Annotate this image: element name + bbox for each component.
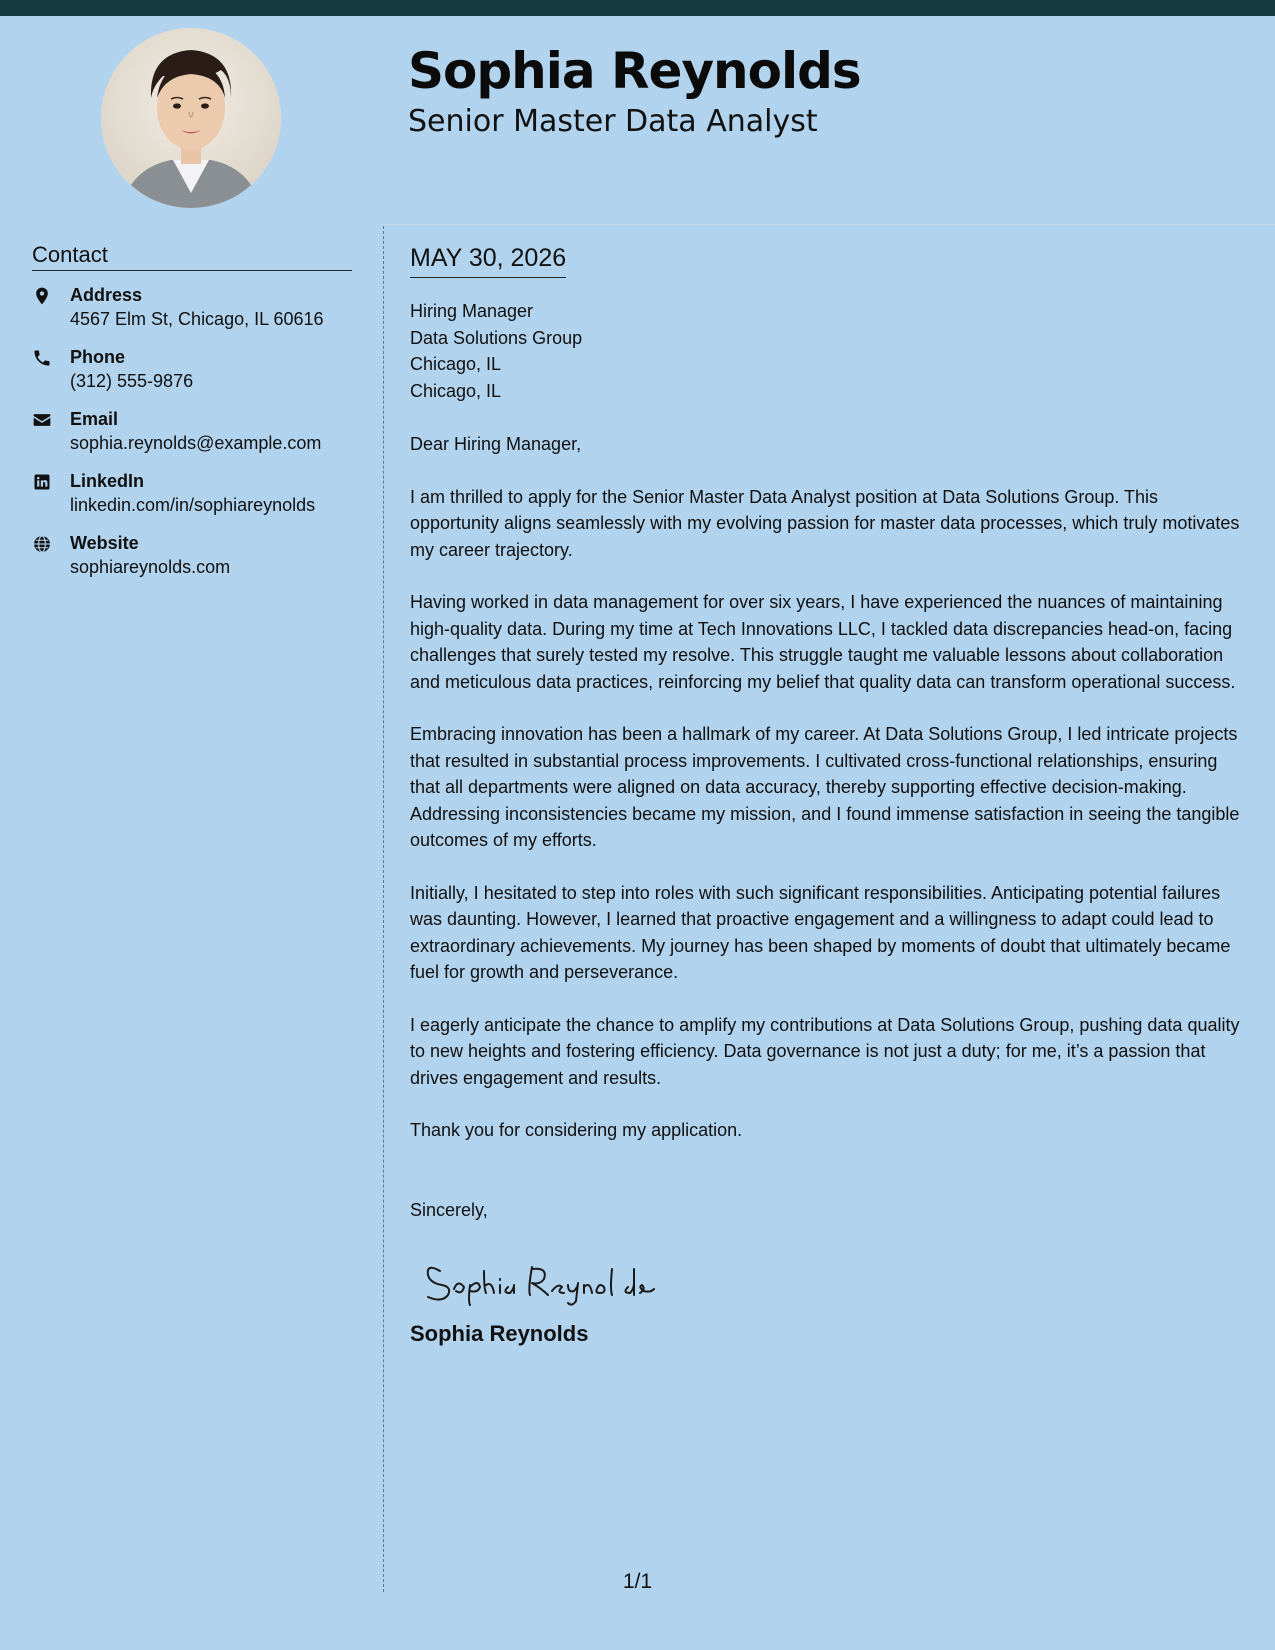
salutation: Dear Hiring Manager, [410, 434, 582, 454]
envelope-icon [32, 410, 52, 430]
address-label: Address [70, 285, 143, 305]
applicant-name: Sophia Reynolds [408, 42, 861, 100]
paragraph-growth: Initially, I hesitated to step into roles with such significant responsibilities. Anticipating potential failures was daunting. However, I learned that proactive engagement and a willingness to adapt could lead to extraordinary achievements. My journey has been shaped by moments of doubt that ultimately became fuel for growth and perseverance. [410, 882, 1231, 982]
globe-icon [32, 534, 52, 554]
recipient-city-repeat: Chicago, IL [410, 380, 502, 401]
contact-item-linkedin [32, 469, 352, 517]
email-label: Email [70, 409, 119, 429]
recipient-city: Chicago, IL [410, 354, 502, 374]
recipient-block [410, 298, 1245, 404]
applicant-job-title: Senior Master Data Analyst [408, 104, 818, 139]
paragraph-closing: I eagerly anticipate the chance to amplify my contributions at Data Solutions Group, pushing data quality to new heights and fostering efficiency. Data governance is not just a duty; for me, it’s a passion that drives engagement and results. [410, 1014, 1240, 1088]
letter-date: MAY 30, 2026 [410, 244, 566, 278]
contact-heading: Contact [32, 242, 352, 271]
contact-item-address [32, 283, 352, 331]
signature-image [418, 1249, 678, 1309]
page-number: 1/1 [622, 1570, 653, 1593]
profile-photo [101, 28, 281, 208]
email-value: sophia.reynolds@example.com [70, 433, 322, 453]
paragraph-experience: Having worked in data management for over six years, I have experienced the nuances of maintaining high-quality data. During my time at Tech Innovations LLC, I tackled data discrepancies head-on, facing challenges that surely tested my resolve. This struggle taught me valuable lessons about collaboration and meticulous data practices, reinforcing my belief that quality data can transform operational success. [410, 592, 1236, 692]
location-pin-icon [32, 286, 52, 306]
column-divider [383, 226, 384, 1592]
portrait-image [101, 28, 281, 208]
letter-body [410, 244, 1245, 1347]
address-value: 4567 Elm St, Chicago, IL 60616 [70, 309, 324, 329]
paragraph-intro: I am thrilled to apply for the Senior Master Data Analyst position at Data Solutions Group. This opportunity aligns seamlessly with my evolving passion for master data processes, which truly motivates my career trajectory. [410, 486, 1240, 560]
recipient-company: Data Solutions Group [410, 327, 583, 348]
website-value: sophiareynolds.com [70, 557, 231, 577]
phone-icon [32, 348, 52, 368]
signed-name: Sophia Reynolds [410, 1321, 589, 1346]
linkedin-label: LinkedIn [70, 471, 145, 491]
header-divider [383, 224, 1275, 225]
recipient-name: Hiring Manager [410, 301, 534, 321]
top-accent-bar [0, 0, 1275, 16]
contact-item-website [32, 531, 352, 579]
contact-item-email [32, 407, 352, 455]
phone-value: (312) 555-9876 [70, 371, 194, 391]
contact-list [32, 283, 352, 579]
phone-label: Phone [70, 347, 126, 367]
linkedin-icon [32, 472, 52, 492]
contact-item-phone [32, 345, 352, 393]
thanks-line: Thank you for considering my application. [410, 1120, 743, 1140]
handwritten-signature [418, 1249, 678, 1309]
contact-sidebar [32, 242, 352, 593]
website-label: Website [70, 533, 139, 553]
paragraph-innovation: Embracing innovation has been a hallmark of my career. At Data Solutions Group, I led intricate projects that resulted in substantial process improvements. I cultivated cross-functional relationships, ensuring that all departments were aligned on data accuracy, thereby supporting effective decision-making. Addressing inconsistencies became my mission, and I found immense satisfaction in seeing the tangible outcomes of my efforts. [410, 724, 1240, 850]
linkedin-value: linkedin.com/in/sophiareynolds [70, 495, 316, 515]
signoff: Sincerely, [410, 1199, 488, 1220]
